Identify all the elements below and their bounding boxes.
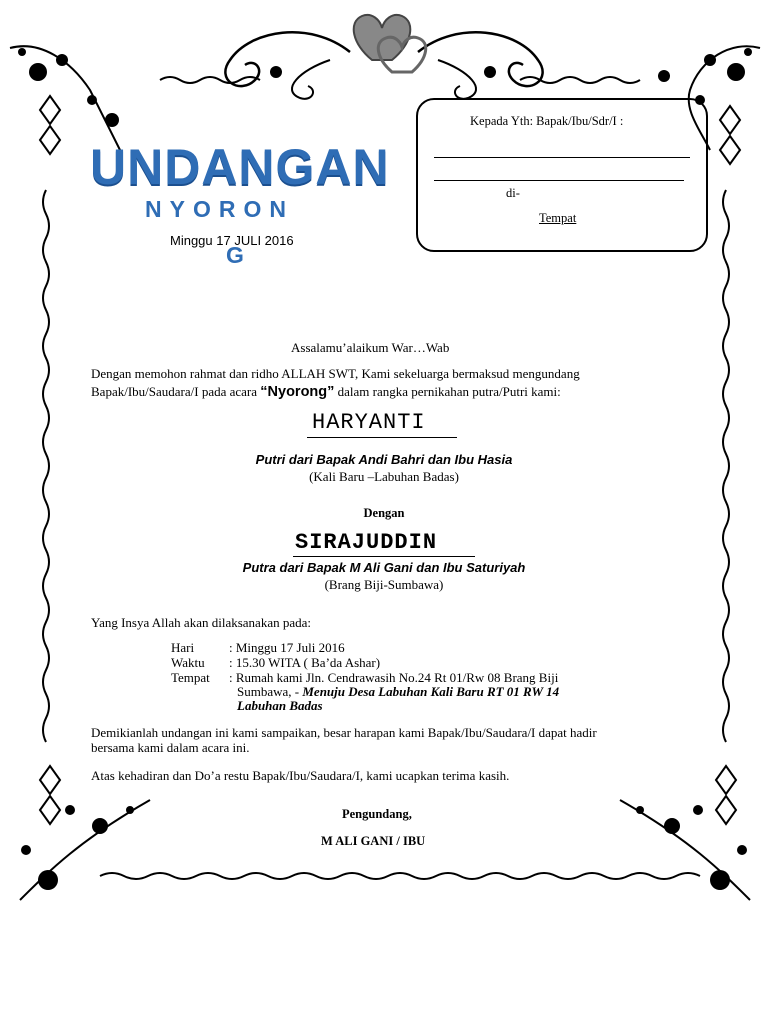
event-time-label: Waktu <box>171 655 205 670</box>
bride-parents: Putri dari Bapak Andi Bahri dan Ibu Hasia <box>255 452 513 467</box>
event-time-value: : 15.30 WITA ( Ba’da Ashar) <box>229 655 381 670</box>
closing-line-1: Demikianlah undangan ini kami sampaikan, besar harapan kami Bapak/Ibu/Saudara/I dapat hadir <box>91 725 597 740</box>
closing-line-2: bersama kami dalam acara ini. <box>91 740 250 755</box>
event-place-value-line-2-italic: Menuju Desa Labuhan Kali Baru RT 01 RW 14 <box>302 684 560 699</box>
event-name: “Nyorong” <box>260 384 335 400</box>
sender-label: Pengundang, <box>342 807 412 821</box>
intro-line-2 <box>91 384 561 400</box>
invitation-subtitle: NYORON <box>145 196 294 222</box>
top-border-vine <box>160 77 640 83</box>
invitation-title: UNDANGAN <box>90 139 390 195</box>
event-day-value: : Minggu 17 Juli 2016 <box>229 640 345 655</box>
intro-line-2-suffix: dalam rangka pernikahan putra/Putri kami: <box>334 384 561 399</box>
top-swirl-small-right <box>438 60 476 99</box>
bride-name: HARYANTI <box>312 410 426 435</box>
closing-line-3: Atas kehadiran dan Do’a restu Bapak/Ibu/Saudara/I, kami ucapkan terima kasih. <box>91 768 510 783</box>
invitation-subtitle-tail: G <box>226 242 244 268</box>
rose-cluster-bottom-left <box>20 766 150 900</box>
bottom-border-vine <box>100 873 700 879</box>
connector-text: Dengan <box>363 506 405 520</box>
event-place-value-line-1: : Rumah kami Jln. Cendrawasih No.24 Rt 01/Rw 08 Brang Biji <box>229 670 559 685</box>
recipient-label: Kepada Yth: Bapak/Ibu/Sdr/I : <box>470 114 624 128</box>
intro-line-1: Dengan memohon rahmat dan ridho ALLAH SWT, Kami sekeluarga bermaksud mengundang <box>91 366 580 381</box>
rose-cluster-bottom-right <box>620 766 750 900</box>
event-day-label: Hari <box>171 640 195 655</box>
recipient-di-label: di- <box>506 186 520 200</box>
recipient-address-line <box>434 180 684 181</box>
double-heart-icon <box>354 15 426 72</box>
groom-name: SIRAJUDDIN <box>295 530 438 555</box>
greeting: Assalamu’alaikum War…Wab <box>291 340 450 355</box>
event-place-value-line-3: Labuhan Badas <box>237 698 323 713</box>
event-intro: Yang Insya Allah akan dilaksanakan pada: <box>91 615 311 630</box>
recipient-name-line <box>434 157 690 158</box>
invitation-date: Minggu 17 JULI 2016 <box>170 233 294 248</box>
bride-origin: (Kali Baru –Labuhan Badas) <box>309 469 459 484</box>
recipient-place-label: Tempat <box>539 211 577 225</box>
event-place-value-line-2-plain: Sumbawa, - <box>237 684 303 699</box>
sender-name: M ALI GANI / IBU <box>321 834 426 848</box>
groom-parents: Putra dari Bapak M Ali Gani dan Ibu Saturiyah <box>242 560 526 575</box>
groom-origin: (Brang Biji-Sumbawa) <box>324 577 444 592</box>
event-place-label: Tempat <box>171 670 210 685</box>
intro-line-2-prefix: Bapak/Ibu/Saudara/I pada acara <box>91 384 261 399</box>
bride-name-underline <box>307 437 457 438</box>
top-swirl-small-left <box>292 60 330 99</box>
rose-cluster-top-left <box>10 46 120 154</box>
groom-name-underline <box>293 556 475 557</box>
